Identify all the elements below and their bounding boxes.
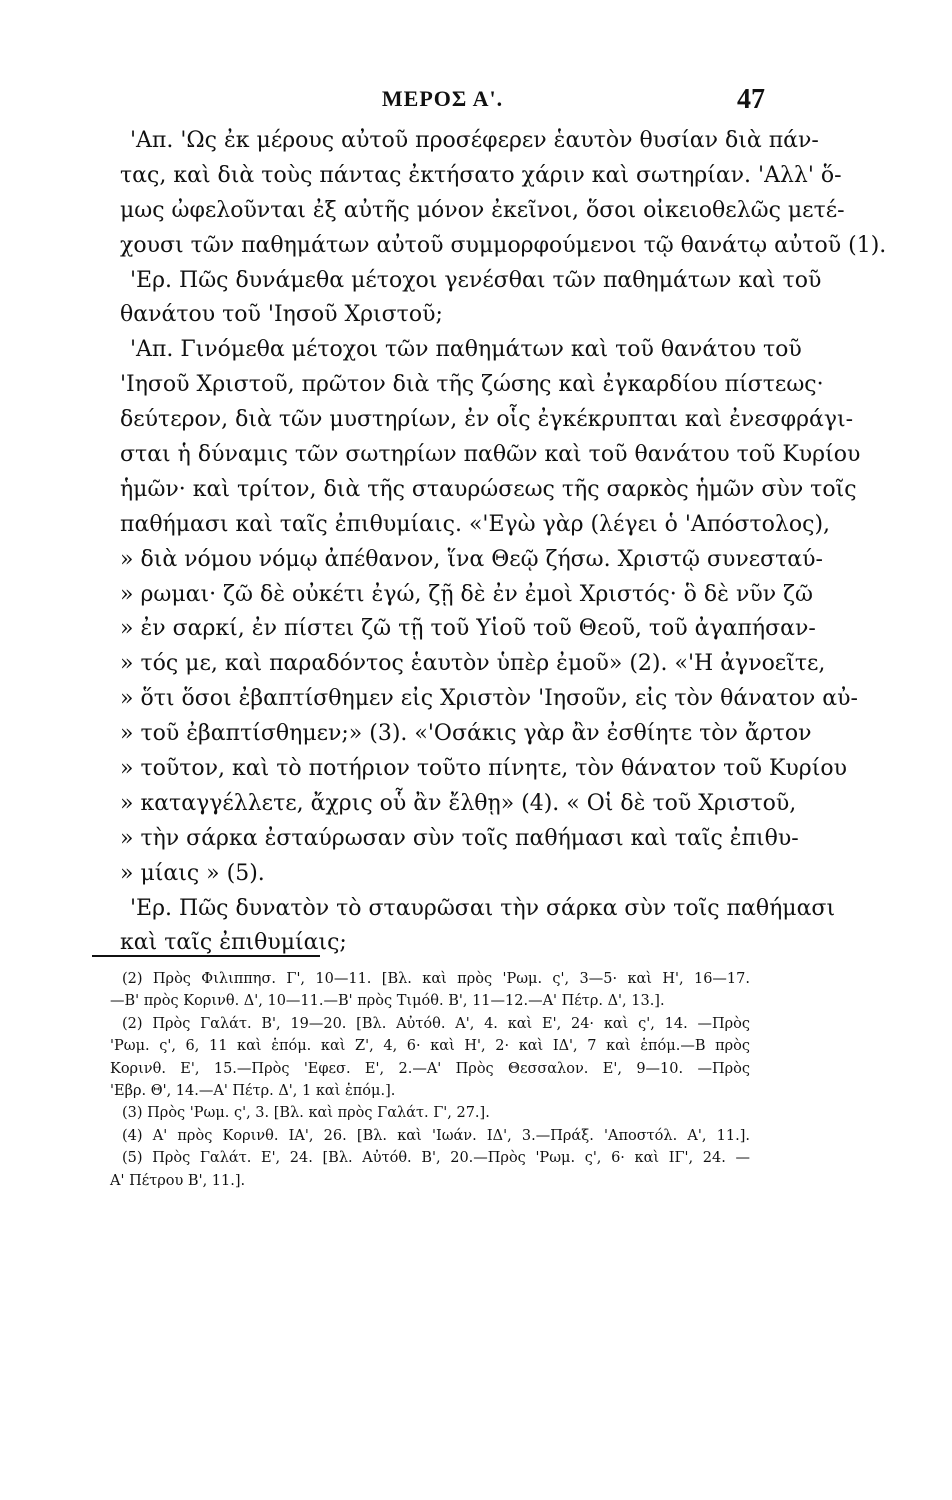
text-line: ἡμῶν· καὶ τρίτον, διὰ τῆς σταυρώσεως τῆς σαρκὸς ἡμῶν σὺν τοῖς <box>120 476 857 502</box>
text-line: » τὴν σάρκα ἐσταύρωσαν σὺν τοῖς παθήμασι καὶ ταῖς ἐπιθυ- <box>120 825 799 851</box>
text-line: 'Ερ. Πῶς δυνάμεθα μέτοχοι γενέσθαι τῶν παθημάτων καὶ τοῦ <box>130 267 822 293</box>
text-line: 'Ερ. Πῶς δυνατὸν τὸ σταυρῶσαι τὴν σάρκα σὺν τοῖς παθήμασι <box>130 895 836 921</box>
page-header <box>120 84 765 120</box>
footnotes <box>110 968 750 1192</box>
text-line: » τοῦτον, καὶ τὸ ποτήριον τοῦτο πίνητε, τὸν θάνατον τοῦ Κυρίου <box>120 756 847 782</box>
text-line: σται ἡ δύναμις τῶν σωτηρίων παθῶν καὶ τοῦ θανάτου τοῦ Κυρίου <box>120 442 861 468</box>
text-line: θανάτου τοῦ 'Ιησοῦ Χριστοῦ; <box>120 302 443 328</box>
text-line: καὶ ταῖς ἐπιθυμίαις; <box>120 930 347 956</box>
text-line: παθήμασι καὶ ταῖς ἐπιθυμίαις. «'Εγὼ γὰρ (λέγει ὁ 'Απόστολος), <box>120 511 831 537</box>
text-line: » τός με, καὶ παραδόντος ἑαυτὸν ὑπὲρ ἐμοῦ» (2). «'Η ἀγνοεῖτε, <box>120 651 826 677</box>
text-line: 'Απ. Γινόμεθα μέτοχοι τῶν παθημάτων καὶ τοῦ θανάτου τοῦ <box>130 337 802 363</box>
text-line: μως ὠφελοῦνται ἐξ αὐτῆς μόνον ἐκεῖνοι, ὅσοι οἰκειοθελῶς μετέ- <box>120 197 845 223</box>
text-line: τας, καὶ διὰ τοὺς πάντας ἐκτήσατο χάριν καὶ σωτηρίαν. 'Αλλ' ὅ- <box>120 162 842 188</box>
footnote-line: (4) Α' πρὸς Κορινθ. ΙΑ', 26. [Βλ. καὶ 'Ιωάν. ΙΔ', 3.—Πράξ. 'Αποστόλ. Α', 11.]. <box>122 1127 750 1144</box>
text-line: δεύτερον, διὰ τῶν μυστηρίων, ἐν οἷς ἐγκέκρυπται καὶ ἐνεσφράγι- <box>120 407 854 433</box>
text-line: » ὅτι ὅσοι ἐβαπτίσθημεν εἰς Χριστὸν 'Ιησοῦν, εἰς τὸν θάνατον αὐ- <box>120 686 858 712</box>
text-line: » καταγγέλλετε, ἄχρις οὗ ἂν ἔλθῃ» (4). « Οἱ δὲ τοῦ Χριστοῦ, <box>120 790 797 816</box>
footnote-line: Α' Πέτρου Β', 11.]. <box>110 1172 246 1189</box>
footnote-line: 'Ρωμ. ς', 6, 11 καὶ ἑπόμ. καὶ Ζ', 4, 6· καὶ Η', 2· καὶ ΙΔ', 7 καὶ ἑπόμ.—Β πρὸς <box>110 1038 750 1055</box>
text-line: » ρωμαι· ζῶ δὲ οὐκέτι ἐγώ, ζῇ δὲ ἐν ἐμοὶ Χριστός· ὃ δὲ νῦν ζῶ <box>120 581 813 607</box>
main-text <box>120 124 887 961</box>
text-line: 'Ιησοῦ Χριστοῦ, πρῶτον διὰ τῆς ζώσης καὶ ἐγκαρδίου πίστεως· <box>120 372 824 398</box>
footnote-line: (2) Πρὸς Φιλιππησ. Γ', 10—11. [Βλ. καὶ πρὸς 'Ρωμ. ς', 3—5· καὶ Η', 16—17. <box>122 971 750 987</box>
text-line: » τοῦ ἐβαπτίσθημεν;» (3). «'Οσάκις γὰρ ἂν ἐσθίητε τὸν ἄρτον <box>120 721 812 747</box>
footnote-rule <box>92 955 320 957</box>
text-line: » μίαις » (5). <box>120 860 265 886</box>
text-line: χουσι τῶν παθημάτων αὐτοῦ συμμορφούμενοι τῷ θανάτῳ αὐτοῦ (1). <box>120 232 887 258</box>
page-number: 47 <box>737 84 765 115</box>
footnote-line: (2) Πρὸς Γαλάτ. Β', 19—20. [Βλ. Αὐτόθ. Α', 4. καὶ Ε', 24· καὶ ς', 14. —Πρὸς <box>122 1015 750 1032</box>
footnote-line: —Β' πρὸς Κορινθ. Δ', 10—11.—Β' πρὸς Τιμόθ. Β', 11—12.—Α' Πέτρ. Δ', 13.]. <box>110 993 665 1010</box>
text-line: » διὰ νόμου νόμῳ ἀπέθανον, ἵνα Θεῷ ζήσω. Χριστῷ συνεσταύ- <box>120 546 823 572</box>
footnote-line: Κορινθ. Ε', 15.—Πρὸς 'Εφεσ. Ε', 2.—Α' Πρὸς Θεσσαλον. Ε', 9—10. —Πρὸς <box>110 1060 750 1077</box>
footnote-line: (3) Πρὸς 'Ρωμ. ς', 3. [Βλ. καὶ πρὸς Γαλάτ. Γ', 27.]. <box>122 1105 490 1122</box>
running-head: ΜΕΡΟΣ Α'. <box>381 86 504 111</box>
text-line: 'Απ. 'Ως ἐκ μέρους αὐτοῦ προσέφερεν ἑαυτὸν θυσίαν διὰ πάν- <box>130 128 819 153</box>
footnote-line: 'Εβρ. Θ', 14.—Α' Πέτρ. Δ', 1 καὶ ἑπόμ.]. <box>110 1082 396 1099</box>
text-line: » ἐν σαρκί, ἐν πίστει ζῶ τῇ τοῦ Υἱοῦ τοῦ Θεοῦ, τοῦ ἀγαπήσαν- <box>120 616 816 642</box>
footnote-line: (5) Πρὸς Γαλάτ. Ε', 24. [Βλ. Αὐτόθ. Β', 20.—Πρὸς 'Ρωμ. ς', 6· καὶ ΙΓ', 24. — <box>122 1150 750 1167</box>
